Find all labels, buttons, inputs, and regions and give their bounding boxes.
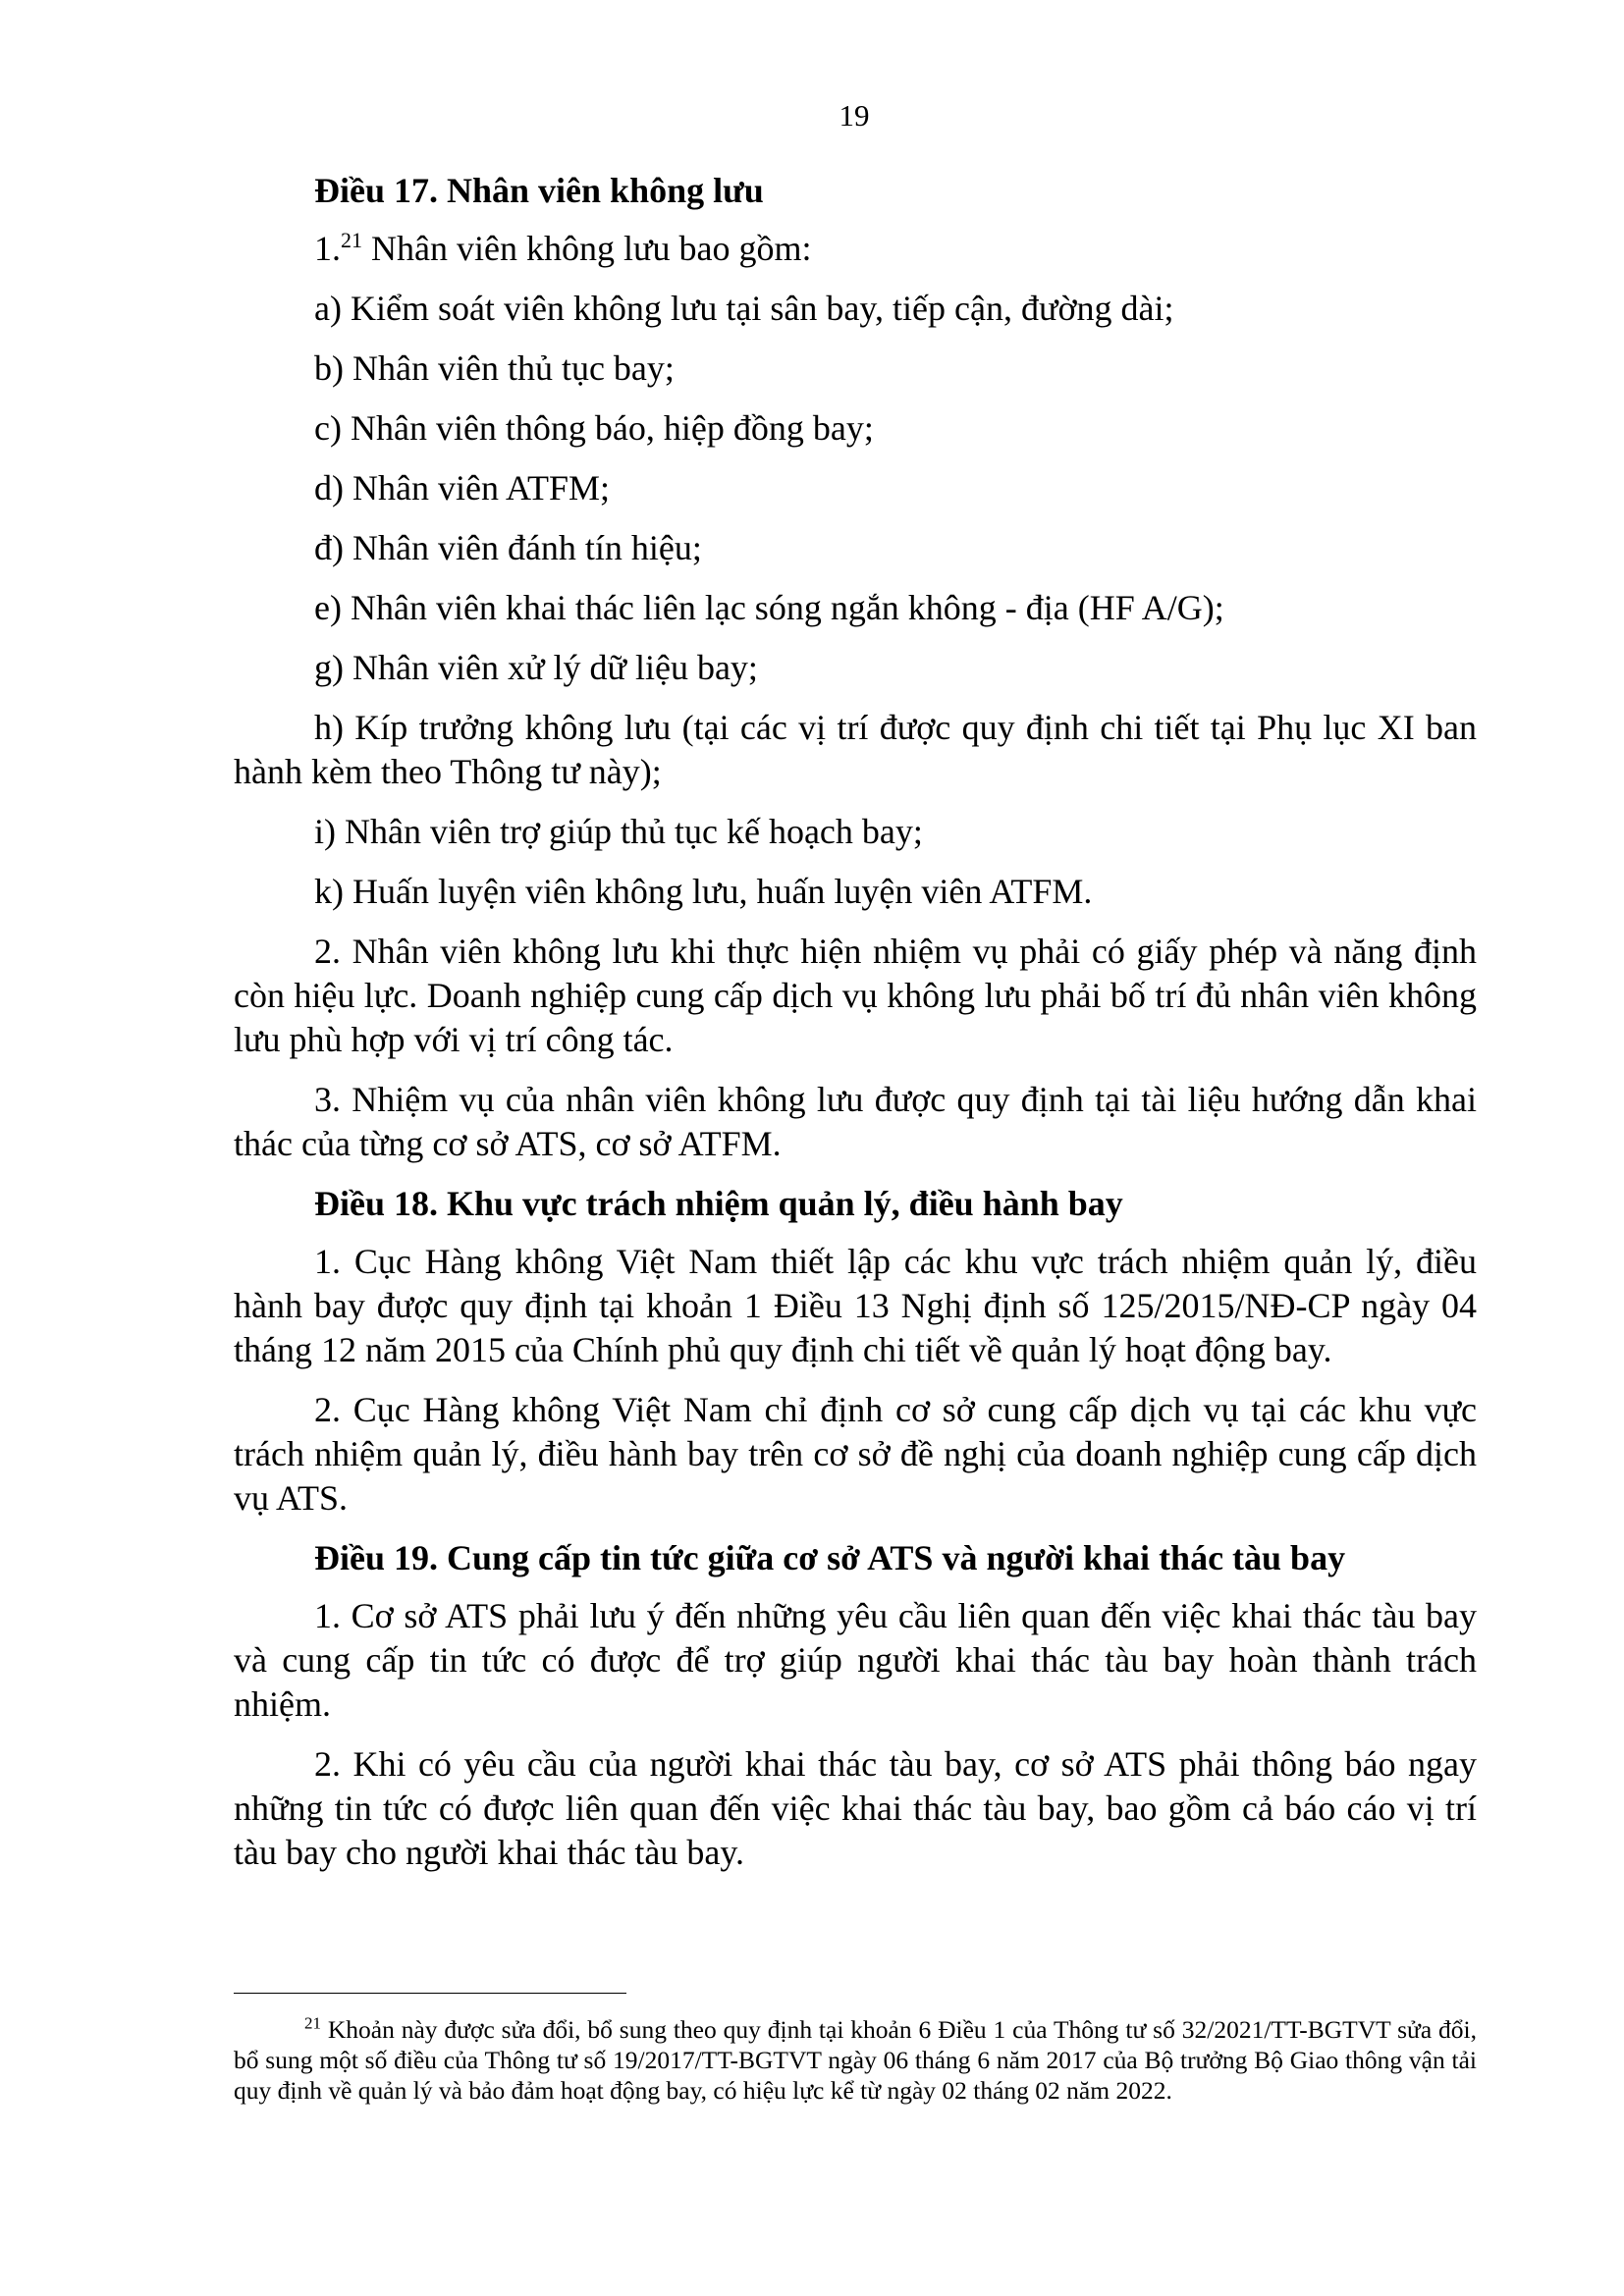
page-number: 19 [839, 98, 870, 133]
list-item: h) Kíp trưởng không lưu (tại các vị trí được quy định chi tiết tại Phụ lục XI ban hành kèm theo Thông tư này); [234, 708, 1477, 791]
clause-1-number: 1. [314, 229, 341, 268]
footnote [234, 2014, 1477, 2106]
footnote-reference: 21 [341, 228, 362, 252]
article-17-clause-1 [234, 227, 1477, 271]
article-19-clause-2: 2. Khi có yêu cầu của người khai thác tàu bay, cơ sở ATS phải thông báo ngay những tin tức có được liên quan đến việc khai thác tàu bay, bao gồm cả báo cáo vị trí tàu bay cho người khai thác tàu bay. [234, 1744, 1477, 1872]
article-19-clause-1: 1. Cơ sở ATS phải lưu ý đến những yêu cầu liên quan đến việc khai thác tàu bay và cung cấp tin tức có được để trợ giúp người khai thác tàu bay hoàn thành trách nhiệm. [234, 1596, 1477, 1724]
list-item: b) Nhân viên thủ tục bay; [314, 348, 675, 388]
article-18-heading: Điều 18. Khu vực trách nhiệm quản lý, điều hành bay [314, 1184, 1123, 1223]
list-item: đ) Nhân viên đánh tín hiệu; [314, 528, 702, 567]
list-item: k) Huấn luyện viên không lưu, huấn luyện viên ATFM. [314, 872, 1093, 911]
footnote-divider [234, 1993, 626, 1994]
list-item: c) Nhân viên thông báo, hiệp đồng bay; [314, 408, 874, 448]
article-19-heading: Điều 19. Cung cấp tin tức giữa cơ sở ATS và người khai thác tàu bay [314, 1538, 1346, 1577]
footnote-text: Khoản này được sửa đổi, bổ sung theo quy định tại khoản 6 Điều 1 của Thông tư số 32/2021/TT-BGTVT sửa đổi, bổ sung một số điều của Thông tư số 19/2017/TT-BGTVT ngày 06 tháng 6 năm 2017 của Bộ trưởng Bộ Giao thông vận tải quy định về quản lý và bảo đảm hoạt động bay, có hiệu lực kể từ ngày 02 tháng 02 năm 2022. [234, 2015, 1477, 2105]
list-item: i) Nhân viên trợ giúp thủ tục kế hoạch bay; [314, 812, 923, 851]
article-18-clause-1: 1. Cục Hàng không Việt Nam thiết lập các khu vực trách nhiệm quản lý, điều hành bay được quy định tại khoản 1 Điều 13 Nghị định số 125/2015/NĐ-CP ngày 04 tháng 12 năm 2015 của Chính phủ quy định chi tiết về quản lý hoạt động bay. [234, 1242, 1477, 1369]
list-item: d) Nhân viên ATFM; [314, 468, 610, 507]
document-body [234, 169, 1477, 1891]
article-17-clause-2: 2. Nhân viên không lưu khi thực hiện nhiệm vụ phải có giấy phép và năng định còn hiệu lực. Doanh nghiệp cung cấp dịch vụ không lưu phải bố trí đủ nhân viên không lưu phù hợp với vị trí công tác. [234, 932, 1477, 1059]
list-item: g) Nhân viên xử lý dữ liệu bay; [314, 648, 758, 687]
article-17-clause-3: 3. Nhiệm vụ của nhân viên không lưu được quy định tại tài liệu hướng dẫn khai thác của từng cơ sở ATS, cơ sở ATFM. [234, 1080, 1477, 1163]
footnote-marker: 21 [304, 2013, 321, 2033]
list-item: e) Nhân viên khai thác liên lạc sóng ngắn không - địa (HF A/G); [314, 588, 1224, 627]
clause-1-text: Nhân viên không lưu bao gồm: [362, 229, 812, 268]
article-17-heading: Điều 17. Nhân viên không lưu [314, 171, 764, 210]
list-item: a) Kiểm soát viên không lưu tại sân bay, tiếp cận, đường dài; [314, 289, 1174, 328]
article-18-clause-2: 2. Cục Hàng không Việt Nam chỉ định cơ sở cung cấp dịch vụ tại các khu vực trách nhiệm quản lý, điều hành bay trên cơ sở đề nghị của doanh nghiệp cung cấp dịch vụ ATS. [234, 1390, 1477, 1518]
